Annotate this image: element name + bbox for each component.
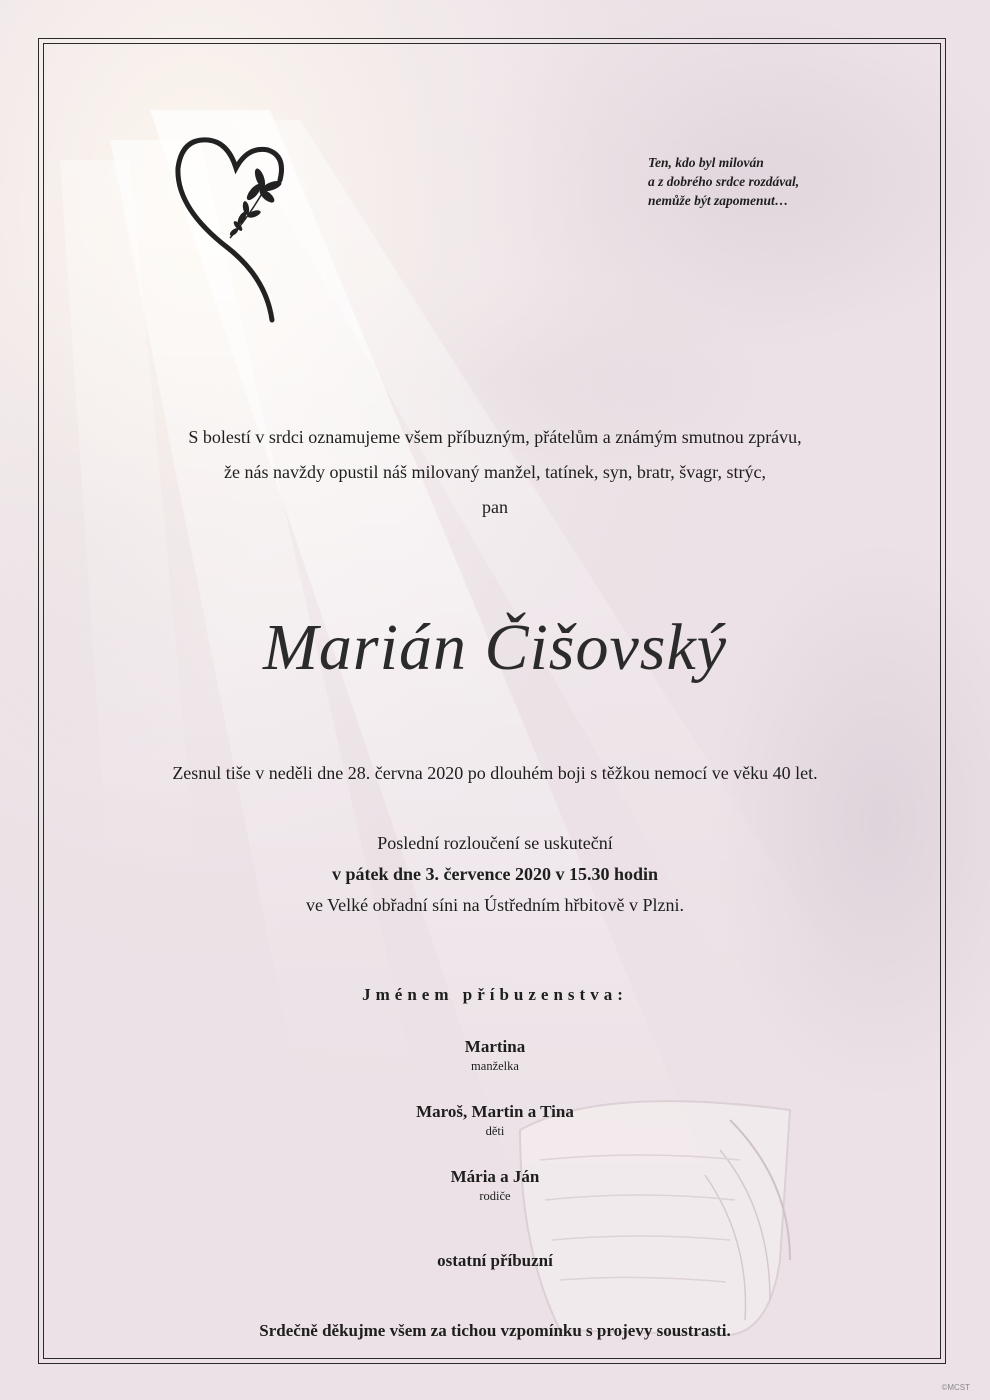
member-role: rodiče — [479, 1189, 511, 1203]
heart-flower-icon — [168, 128, 296, 324]
member-name: Maroš, Martin a Tina — [416, 1102, 574, 1121]
member-name: Mária a Ján — [450, 1167, 540, 1186]
intro-line: že nás navždy opustil náš milovaný manžel, tatínek, syn, bratr, švagr, strýc, — [224, 462, 766, 482]
intro-line: pan — [482, 497, 508, 517]
quote-line: a z dobrého srdce rozdával, — [648, 174, 800, 189]
funeral-line: Poslední rozloučení se uskuteční — [377, 833, 613, 853]
member-name: Martina — [464, 1037, 526, 1056]
family-member — [0, 1166, 990, 1204]
deceased-name: Marián Čišovský — [262, 611, 728, 684]
announcement-intro — [0, 420, 990, 525]
intro-line: S bolestí v srdci oznamujeme všem příbuzným, přátelům a známým smutnou zprávu, — [188, 427, 802, 447]
funeral-details — [0, 828, 990, 921]
watermark: ©MCST — [941, 1383, 970, 1392]
quote-line: nemůže být zapomenut… — [648, 193, 789, 208]
family-heading: Jménem příbuzenstva: — [362, 985, 628, 1004]
thanks-line: Srdečně děkujme všem za tichou vzpomínku s projevy soustrasti. — [259, 1321, 731, 1340]
quote-line: Ten, kdo byl milován — [648, 155, 764, 170]
memorial-quote — [648, 153, 888, 210]
family-member — [0, 1101, 990, 1139]
member-role: děti — [485, 1124, 505, 1138]
funeral-venue: ve Velké obřadní síni na Ústředním hřbitově v Plzni. — [305, 895, 685, 915]
family-member — [0, 1036, 990, 1074]
other-relatives: ostatní příbuzní — [437, 1251, 553, 1270]
funeral-datetime: v pátek dne 3. července 2020 v 15.30 hodin — [332, 864, 658, 884]
member-role: manželka — [471, 1059, 519, 1073]
death-notice: Zesnul tiše v neděli dne 28. června 2020 po dlouhém boji s těžkou nemocí ve věku 40 let. — [172, 763, 818, 783]
